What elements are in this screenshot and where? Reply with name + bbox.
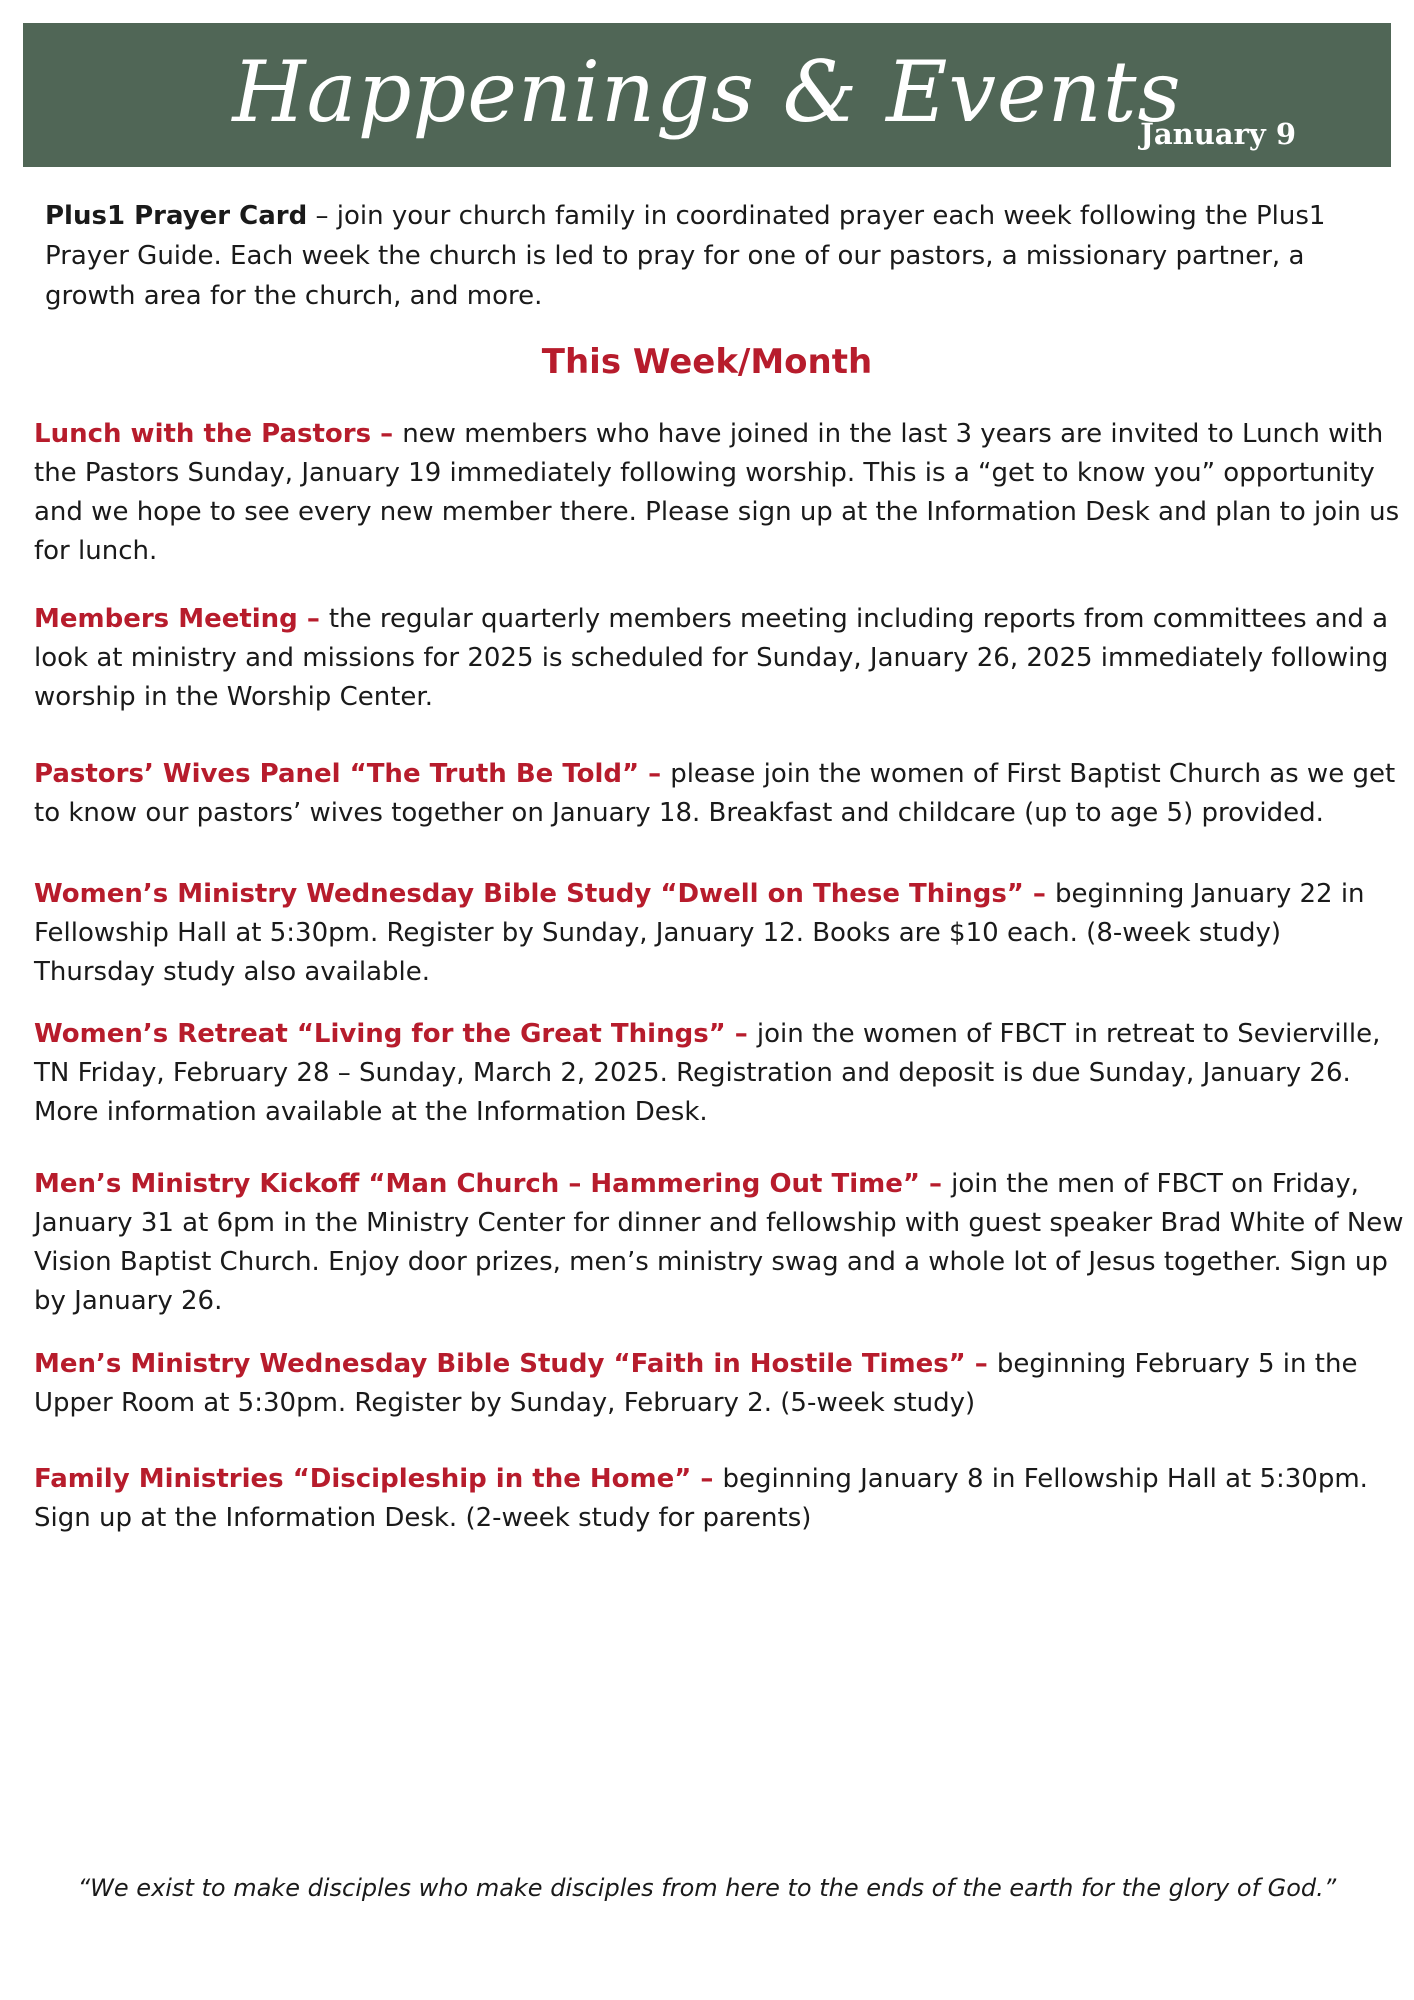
event-body: beginning January 8 in Fellowship Hall at 5:30pm. Sign up at the Information Desk. (2-week study for parents): [34, 1464, 1368, 1533]
event-item: [34, 1165, 1404, 1321]
event-title: Pastors’ Wives Panel “The Truth Be Told” –: [34, 759, 671, 789]
event-item: [34, 1015, 1404, 1132]
header-banner: [23, 23, 1391, 167]
intro-label: Plus1 Prayer Card: [45, 201, 308, 231]
event-title: Women’s Retreat “Living for the Great Things” –: [34, 1019, 757, 1049]
event-item: [34, 415, 1404, 571]
event-title: Men’s Ministry Wednesday Bible Study “Faith in Hostile Times” –: [34, 1349, 997, 1379]
event-body: new members who have joined in the last 3 years are invited to Lunch with the Pastors Sunday, January 19 immediately following worship. This is a “get to know you” opportunity and we hope to see every new member there. Please sign up at the Information Desk and plan to join us for lunch.: [34, 419, 1400, 566]
event-body: please join the women of First Baptist Church as we get to know our pastors’ wives together on January 18. Breakfast and childcare (up to age 5) provided.: [34, 759, 1396, 828]
mission-statement: “We exist to make disciples who make disciples from here to the ends of the earth for the glory of God.”: [77, 1874, 1337, 1902]
page-title: Happenings & Events: [232, 43, 1182, 141]
event-item: [34, 1460, 1404, 1538]
event-title: Members Meeting –: [34, 604, 329, 634]
intro-paragraph: [45, 196, 1365, 316]
event-body: join the men of FBCT on Friday, January 31 at 6pm in the Ministry Center for dinner and fellowship with guest speaker Brad White of New Vision Baptist Church. Enjoy door prizes, men’s ministry swag and a whole lot of Jesus together. Sign up by January 26.: [34, 1169, 1404, 1316]
issue-date: January 9: [1140, 117, 1296, 151]
event-title: Family Ministries “Discipleship in the Home” –: [34, 1464, 723, 1494]
event-body: beginning February 5 in the Upper Room at 5:30pm. Register by Sunday, February 2. (5-week study): [34, 1349, 1358, 1418]
event-title: Lunch with the Pastors –: [34, 419, 403, 449]
event-item: [34, 1345, 1404, 1423]
event-body: beginning January 22 in Fellowship Hall at 5:30pm. Register by Sunday, January 12. Books are $10 each. (8-week study) Thursday study also available.: [34, 879, 1365, 987]
event-body: join the women of FBCT in retreat to Sevierville, TN Friday, February 28 – Sunday, March 2, 2025. Registration and deposit is due Sunday, January 26. More information available at the Information Desk.: [34, 1019, 1381, 1127]
event-item: [34, 600, 1404, 717]
intro-text: – join your church family in coordinated prayer each week following the Plus1 Prayer Guide. Each week the church is led to pray for one of our pastors, a missionary partner, a growth area for the church, and more.: [45, 201, 1326, 311]
event-item: [34, 755, 1404, 833]
event-body: the regular quarterly members meeting including reports from committees and a look at ministry and missions for 2025 is scheduled for Sunday, January 26, 2025 immediately following worship in the Worship Center.: [34, 604, 1389, 712]
event-title: Women’s Ministry Wednesday Bible Study “Dwell on These Things” –: [34, 879, 1055, 909]
event-title: Men’s Ministry Kickoff “Man Church – Hammering Out Time” –: [34, 1169, 952, 1199]
event-item: [34, 875, 1404, 992]
section-heading: This Week/Month: [541, 342, 873, 382]
